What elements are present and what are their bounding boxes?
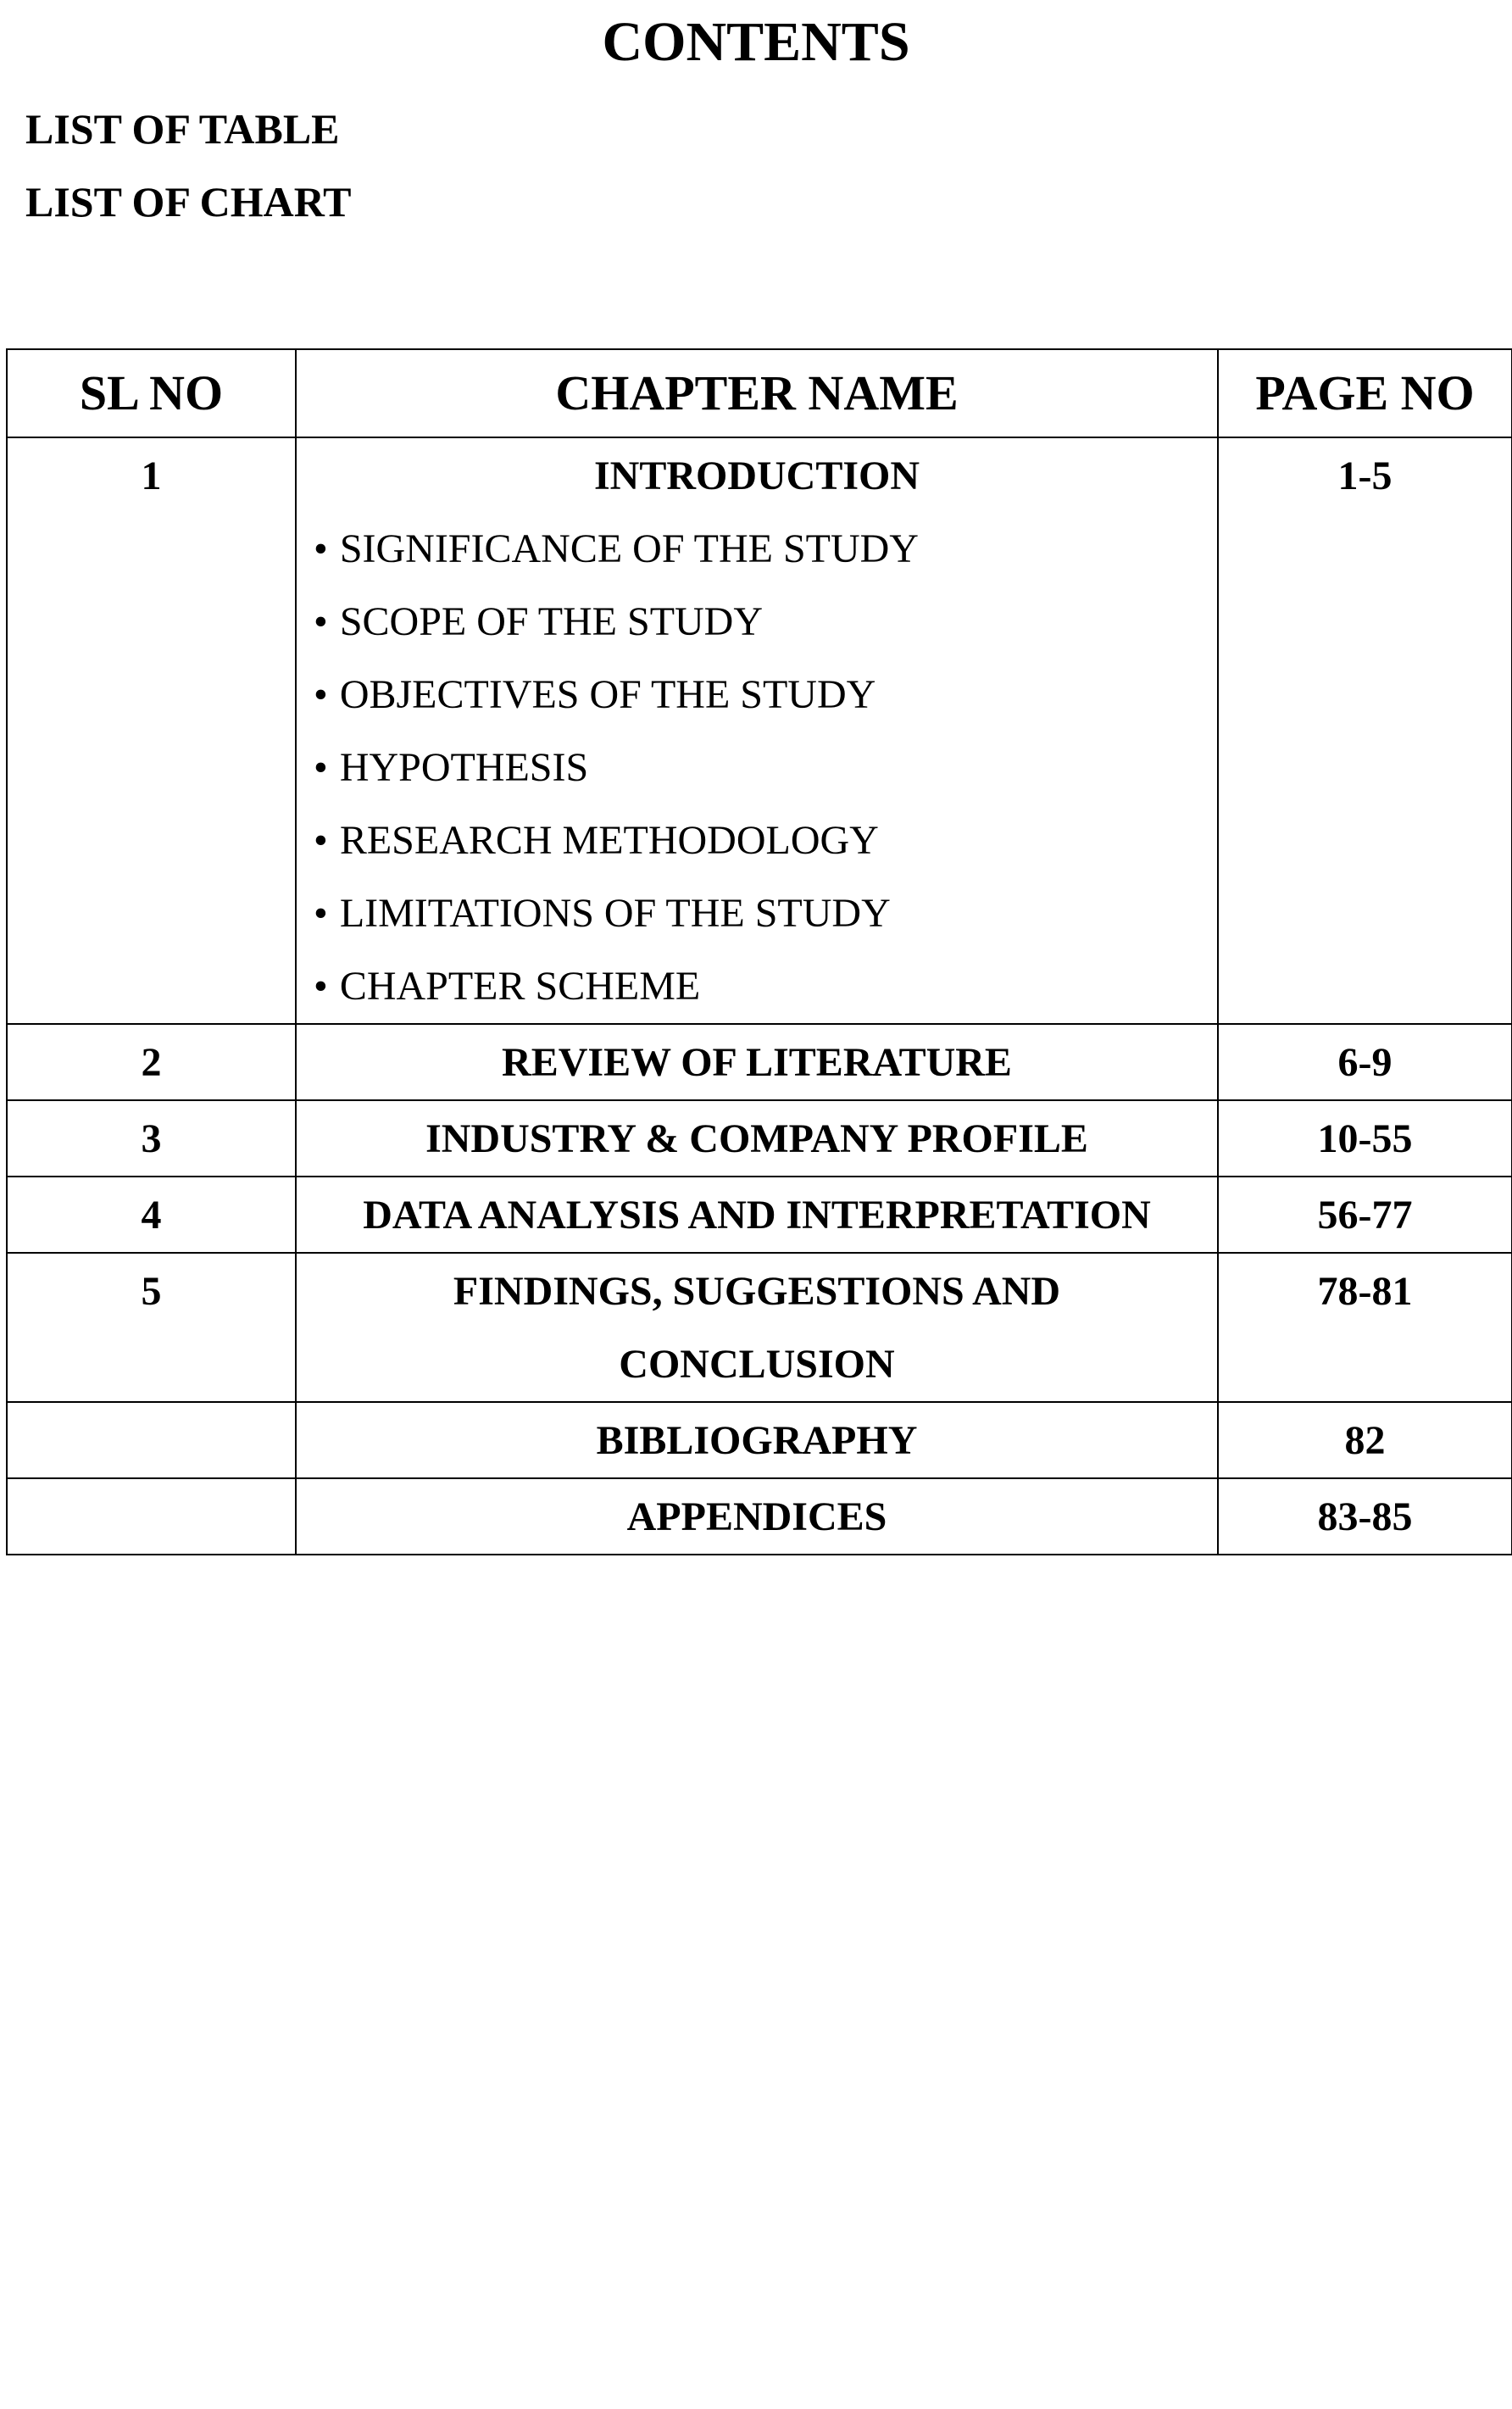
bullet-icon: • (314, 818, 328, 863)
header-page-no: PAGE NO (1218, 349, 1512, 437)
subtopic-label: RESEARCH METHODOLOGY (339, 818, 879, 863)
page-range: 56-77 (1317, 1193, 1413, 1238)
sl-no: 4 (141, 1193, 162, 1238)
list-item[interactable] (314, 877, 1217, 950)
sl-no: 5 (141, 1269, 162, 1314)
sl-no-cell (7, 1100, 296, 1177)
page-no-cell (1218, 1024, 1512, 1100)
sl-no-cell (7, 1478, 296, 1555)
bullet-icon: • (314, 526, 328, 571)
subtopic-label: LIMITATIONS OF THE STUDY (339, 891, 891, 936)
list-item[interactable] (314, 586, 1217, 659)
sl-no: 3 (141, 1116, 162, 1161)
chapter-name-cell (296, 1253, 1218, 1402)
subtopic-label: OBJECTIVES OF THE STUDY (339, 672, 876, 717)
table-row (7, 1478, 1512, 1555)
chapter-title[interactable]: INTRODUCTION (593, 453, 920, 498)
table-header-row (7, 349, 1512, 437)
chapter-name-cell (296, 1402, 1218, 1478)
chapter-name-cell (296, 437, 1218, 1024)
list-item[interactable] (314, 950, 1217, 1023)
bullet-icon: • (314, 599, 328, 644)
sl-no (8, 1403, 295, 1405)
bullet-icon: • (314, 964, 328, 1009)
chapter-title[interactable]: REVIEW OF LITERATURE (502, 1040, 1012, 1085)
list-item[interactable] (314, 804, 1217, 877)
subtopic-label: SIGNIFICANCE OF THE STUDY (339, 526, 919, 571)
chapter-name-cell (296, 1100, 1218, 1177)
bullet-icon: • (314, 891, 328, 936)
chapter-name-cell (296, 1177, 1218, 1253)
page-range: 6-9 (1337, 1040, 1392, 1085)
chapter-title[interactable]: INDUSTRY & COMPANY PROFILE (425, 1116, 1088, 1161)
page-range: 83-85 (1317, 1494, 1413, 1539)
chapter-title-line-1: FINDINGS, SUGGESTIONS AND (453, 1269, 1061, 1314)
sl-no-cell (7, 1253, 296, 1402)
page-no-cell (1218, 1100, 1512, 1177)
page-title: CONTENTS (602, 11, 910, 73)
page-range: 78-81 (1317, 1269, 1413, 1314)
table-row (7, 1253, 1512, 1402)
sl-no: 2 (141, 1040, 162, 1085)
chapter-title[interactable]: APPENDICES (626, 1494, 887, 1539)
page-no-cell (1218, 437, 1512, 1024)
page-range: 1-5 (1337, 453, 1392, 498)
sl-no: 1 (141, 453, 162, 498)
chapter-name-cell (296, 1478, 1218, 1555)
list-item[interactable] (314, 659, 1217, 732)
chapter-name-cell (296, 1024, 1218, 1100)
chapter-title[interactable] (297, 1254, 1217, 1401)
bullet-icon: • (314, 745, 328, 790)
table-row (7, 1177, 1512, 1253)
list-item[interactable] (314, 513, 1217, 586)
page-no-cell (1218, 1253, 1512, 1402)
page-no-cell (1218, 1402, 1512, 1478)
subtopic-label: SCOPE OF THE STUDY (339, 599, 764, 644)
chapter-title[interactable]: DATA ANALYSIS AND INTERPRETATION (363, 1193, 1151, 1238)
page-no-cell (1218, 1478, 1512, 1555)
list-of-chart-link[interactable]: LIST OF CHART (25, 178, 352, 225)
contents-table (6, 348, 1512, 1555)
list-item[interactable] (314, 732, 1217, 804)
chapter-title-line-2: CONCLUSION (619, 1342, 895, 1387)
sl-no-cell (7, 1402, 296, 1478)
chapter-title[interactable]: BIBLIOGRAPHY (596, 1418, 918, 1463)
header-sl-no: SL NO (7, 349, 296, 437)
list-of-table-link[interactable]: LIST OF TABLE (25, 105, 340, 153)
sl-no-cell (7, 1024, 296, 1100)
page-range: 10-55 (1317, 1116, 1413, 1161)
sl-no (8, 1479, 295, 1481)
subtopic-list (297, 513, 1217, 1023)
sl-no-cell (7, 1177, 296, 1253)
page-no-cell (1218, 1177, 1512, 1253)
table-row (7, 1024, 1512, 1100)
subtopic-label: HYPOTHESIS (339, 745, 589, 790)
header-chapter-name: CHAPTER NAME (296, 349, 1218, 437)
bullet-icon: • (314, 672, 328, 717)
table-row (7, 1402, 1512, 1478)
subtopic-label: CHAPTER SCHEME (339, 964, 701, 1009)
table-row (7, 437, 1512, 1024)
table-row (7, 1100, 1512, 1177)
page-range: 82 (1344, 1418, 1386, 1463)
sl-no-cell (7, 437, 296, 1024)
